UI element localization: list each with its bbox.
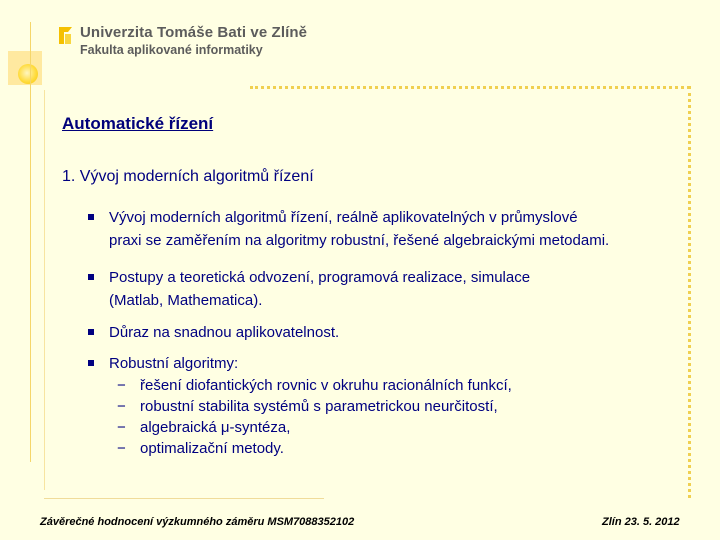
list-item xyxy=(88,266,688,321)
slide-subtitle: 1. Vývoj moderních algoritmů řízení xyxy=(62,168,314,185)
decorative-circle-icon xyxy=(18,64,38,84)
dash-marker: − xyxy=(117,377,126,394)
university-logo-icon xyxy=(58,26,73,45)
bullet-text-line: (Matlab, Mathematica). xyxy=(109,292,263,309)
sub-list xyxy=(109,375,688,459)
dash-marker: − xyxy=(117,419,126,436)
bullet-text-line: Důraz na snadnou aplikovatelnost. xyxy=(109,324,340,341)
bullet-text-line: Vývoj moderních algoritmů řízení, reálně aplikovatelných v průmyslové xyxy=(109,209,578,226)
sub-list-item xyxy=(109,438,688,459)
bullet-list xyxy=(88,206,688,459)
bullet-square-icon xyxy=(88,329,94,335)
sub-item-text: řešení diofantických rovnic v okruhu racionálních funkcí, xyxy=(140,377,512,394)
bullet-text-line: praxi se zaměřením na algoritmy robustní, řešené algebraickými metodami. xyxy=(109,232,610,249)
dash-marker: − xyxy=(117,398,126,415)
decorative-line xyxy=(30,22,31,462)
sub-item-text: algebraická μ-syntéza, xyxy=(140,419,291,436)
bullet-square-icon xyxy=(88,360,94,366)
footer-project: Závěrečné hodnocení výzkumného záměru MSM7088352102 xyxy=(40,516,355,528)
bullet-square-icon xyxy=(88,214,94,220)
dash-marker: − xyxy=(117,440,126,457)
decorative-line xyxy=(44,498,324,499)
list-item xyxy=(88,352,688,459)
sub-list-item xyxy=(109,417,688,438)
decorative-line xyxy=(44,90,45,490)
university-name: Univerzita Tomáše Bati ve Zlíně xyxy=(80,24,308,41)
bullet-square-icon xyxy=(88,274,94,280)
bullet-text-line: Robustní algoritmy: xyxy=(109,355,239,372)
decorative-dotted-line xyxy=(688,86,691,498)
sub-item-text: robustní stabilita systémů s parametrickou neurčitostí, xyxy=(140,398,498,415)
bullet-text-line: Postupy a teoretická odvození, programová realizace, simulace xyxy=(109,269,531,286)
footer-date: Zlín 23. 5. 2012 xyxy=(602,516,680,528)
slide-title: Automatické řízení xyxy=(62,114,214,133)
sub-list-item xyxy=(109,375,688,396)
faculty-name: Fakulta aplikované informatiky xyxy=(80,43,263,57)
decorative-dotted-line xyxy=(250,86,690,89)
list-item xyxy=(88,206,688,266)
sub-list-item xyxy=(109,396,688,417)
sub-item-text: optimalizační metody. xyxy=(140,440,284,457)
list-item xyxy=(88,321,688,352)
